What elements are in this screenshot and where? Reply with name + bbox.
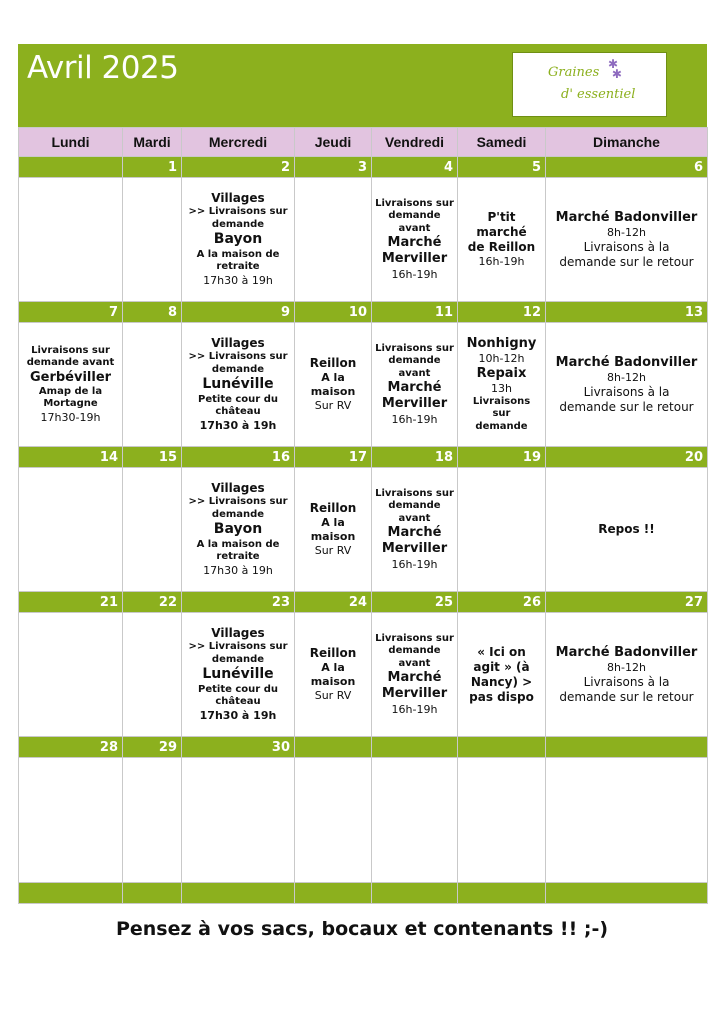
event-text: >> Livraisons sur (188, 496, 288, 508)
event-text: château (215, 406, 261, 418)
day-cell (19, 323, 123, 447)
event-text: avant (398, 222, 431, 234)
day-number: 13 (546, 302, 708, 323)
day-number (295, 737, 372, 758)
event-text: avant (398, 657, 431, 669)
week-content-row (19, 323, 708, 447)
event-text: 16h-19h (478, 255, 525, 269)
event-text: maison (310, 385, 356, 399)
event-text: 17h30 à 19h (203, 273, 273, 287)
day-cell (458, 613, 546, 737)
event-text: demande (211, 218, 265, 230)
day-number: 1 (123, 157, 182, 178)
event-text: Merviller (381, 541, 448, 557)
event-text: Nancy) > (470, 674, 533, 689)
event-text: château (215, 696, 261, 708)
event-text: Livraisons sur (31, 344, 110, 356)
day-cell (295, 613, 372, 737)
bottom-bar-cell (19, 883, 123, 904)
day-number: 3 (295, 157, 372, 178)
day-number: 24 (295, 592, 372, 613)
day-number: 9 (182, 302, 295, 323)
event-text: Marché (387, 670, 442, 686)
day-number: 27 (546, 592, 708, 613)
day-cell (372, 613, 458, 737)
day-number: 23 (182, 592, 295, 613)
day-number (19, 157, 123, 178)
bottom-bar-cell (123, 883, 182, 904)
event-text: avant (398, 367, 431, 379)
day-number: 2 (182, 157, 295, 178)
logo-line-1: Graines (548, 65, 600, 80)
day-cell (182, 323, 295, 447)
event-text: demande sur le retour (559, 399, 694, 414)
event-text: >> Livraisons sur (188, 641, 288, 653)
event-text: Nonhigny (466, 335, 537, 351)
event-text: maison (310, 530, 356, 544)
day-cell (458, 758, 546, 883)
event-text: avant (398, 512, 431, 524)
event-text: Reillon (309, 646, 357, 661)
event-text: Livraisons à la (583, 384, 670, 399)
event-text: Bayon (213, 231, 263, 248)
event-text: Mortagne (43, 398, 98, 410)
day-number: 6 (546, 157, 708, 178)
event-text: Petite cour du (198, 683, 278, 695)
day-cell (123, 468, 182, 592)
bottom-bar-cell (295, 883, 372, 904)
event-text: Livraisons sur (375, 487, 454, 499)
event-text: Marché (387, 380, 442, 396)
day-cell (295, 323, 372, 447)
day-number: 10 (295, 302, 372, 323)
day-cell (546, 468, 708, 592)
weekday-friday: Vendredi (372, 128, 458, 157)
day-cell (19, 468, 123, 592)
day-cell (19, 758, 123, 883)
bottom-bar-cell (182, 883, 295, 904)
event-text: >> Livraisons sur (188, 206, 288, 218)
event-text: Reillon (309, 356, 357, 371)
bottom-bar-cell (372, 883, 458, 904)
event-text: Lunéville (202, 666, 274, 683)
event-text: retraite (216, 551, 260, 563)
day-number: 11 (372, 302, 458, 323)
weekday-saturday: Samedi (458, 128, 546, 157)
day-cell (123, 323, 182, 447)
event-text: Villages (211, 336, 265, 351)
event-text: demande (388, 500, 441, 512)
event-text: Merviller (381, 686, 448, 702)
event-text: 16h-19h (391, 412, 438, 426)
week-content-row (19, 758, 708, 883)
flower-stars-icon: ✱ ✱ (608, 57, 622, 81)
event-text: Sur RV (314, 398, 352, 412)
day-cell (19, 178, 123, 302)
event-text: demande (211, 363, 265, 375)
event-text: agit » (à (473, 659, 530, 674)
day-number: 15 (123, 447, 182, 468)
event-text: Livraisons (472, 395, 531, 407)
event-text: Livraisons à la (583, 674, 670, 689)
event-text: « Ici on (477, 644, 526, 659)
day-number: 26 (458, 592, 546, 613)
day-number: 20 (546, 447, 708, 468)
bottom-bar-cell (458, 883, 546, 904)
weekday-sunday: Dimanche (546, 128, 708, 157)
event-text: 8h-12h (607, 660, 646, 674)
event-text: Villages (211, 626, 265, 641)
day-number: 12 (458, 302, 546, 323)
event-text: Lunéville (202, 376, 274, 393)
day-cell (295, 178, 372, 302)
event-text: 8h-12h (607, 225, 646, 239)
day-cell (546, 323, 708, 447)
event-text: pas dispo (469, 689, 534, 704)
day-number: 22 (123, 592, 182, 613)
page-header (18, 44, 707, 127)
day-cell (372, 178, 458, 302)
day-cell (182, 468, 295, 592)
event-text: de Reillon (467, 240, 536, 255)
week-date-row (19, 302, 708, 323)
event-text: 16h-19h (391, 702, 438, 716)
week-date-row (19, 737, 708, 758)
day-number (372, 737, 458, 758)
day-cell (182, 758, 295, 883)
event-text: demande avant (26, 357, 115, 368)
week-content-row (19, 613, 708, 737)
event-text: sur (492, 408, 511, 420)
day-cell (295, 468, 372, 592)
event-text: demande sur le retour (559, 254, 694, 269)
event-text: demande (388, 355, 441, 367)
day-cell (546, 613, 708, 737)
event-text: Reillon (309, 501, 357, 516)
event-text: Repaix (476, 365, 527, 381)
event-text: Gerbéviller (29, 369, 112, 385)
event-text: demande sur le retour (559, 689, 694, 704)
day-cell (182, 613, 295, 737)
weekday-tuesday: Mardi (123, 128, 182, 157)
event-text: demande (211, 653, 265, 665)
event-text: >> Livraisons sur (188, 351, 288, 363)
event-text: Sur RV (314, 543, 352, 557)
event-text: 17h30 à 19h (199, 708, 277, 722)
week-date-row (19, 157, 708, 178)
event-text: Amap de la (38, 385, 103, 397)
event-text: marché (476, 225, 527, 240)
logo-line-2: d' essentiel (561, 87, 636, 102)
day-cell (458, 468, 546, 592)
event-text: 16h-19h (391, 267, 438, 281)
day-number: 19 (458, 447, 546, 468)
event-text: 16h-19h (391, 557, 438, 571)
event-text: 8h-12h (607, 370, 646, 384)
day-number (546, 737, 708, 758)
event-text: Villages (211, 481, 265, 496)
day-cell (372, 468, 458, 592)
day-number: 14 (19, 447, 123, 468)
weekday-monday: Lundi (19, 128, 123, 157)
day-cell (372, 323, 458, 447)
event-text: Livraisons sur (375, 197, 454, 209)
event-text: Marché (387, 525, 442, 541)
day-number: 25 (372, 592, 458, 613)
calendar-body (19, 157, 708, 904)
day-number: 7 (19, 302, 123, 323)
day-number: 4 (372, 157, 458, 178)
event-text: demande (211, 508, 265, 520)
event-text: A la (321, 371, 345, 385)
day-cell (546, 758, 708, 883)
day-number: 28 (19, 737, 123, 758)
event-text: Marché Badonviller (555, 644, 698, 660)
event-text: Sur RV (314, 688, 352, 702)
event-text: Livraisons à la (583, 239, 670, 254)
day-number: 8 (123, 302, 182, 323)
footer-note: Pensez à vos sacs, bocaux et contenants !! ;-) (115, 918, 609, 940)
graines-logo (512, 52, 667, 117)
event-text: 17h30-19h (40, 410, 101, 424)
event-text: Villages (211, 191, 265, 206)
week-content-row (19, 178, 708, 302)
event-text: A la (321, 516, 345, 530)
event-text: Bayon (213, 521, 263, 538)
weekday-wednesday: Mercredi (182, 128, 295, 157)
bottom-bar-cell (546, 883, 708, 904)
calendar-bottom-bar (19, 883, 708, 904)
week-content-row (19, 468, 708, 592)
day-cell (123, 613, 182, 737)
event-text: A la maison de (196, 248, 280, 260)
day-cell (546, 178, 708, 302)
event-text: Marché Badonviller (555, 354, 698, 370)
event-text: 17h30 à 19h (199, 418, 277, 432)
day-number: 30 (182, 737, 295, 758)
event-text: A la (321, 661, 345, 675)
weekday-thursday: Jeudi (295, 128, 372, 157)
event-text: maison (310, 675, 356, 689)
day-cell (19, 613, 123, 737)
event-text: 10h-12h (478, 352, 525, 365)
day-number (458, 737, 546, 758)
event-text: Marché Badonviller (555, 209, 698, 225)
event-text: demande (388, 210, 441, 222)
event-text: demande (388, 645, 441, 657)
day-cell (295, 758, 372, 883)
day-number: 5 (458, 157, 546, 178)
event-text: Merviller (381, 251, 448, 267)
event-text: A la maison de (196, 538, 280, 550)
day-cell (458, 323, 546, 447)
event-text: Marché (387, 235, 442, 251)
day-number: 21 (19, 592, 123, 613)
day-number: 29 (123, 737, 182, 758)
event-text: Petite cour du (198, 393, 278, 405)
event-text: Livraisons sur (375, 342, 454, 354)
day-number: 17 (295, 447, 372, 468)
event-text: Merviller (381, 396, 448, 412)
week-date-row (19, 592, 708, 613)
calendar-table (18, 127, 708, 904)
week-date-row (19, 447, 708, 468)
day-cell (123, 178, 182, 302)
event-text: demande (475, 420, 528, 432)
event-text: 13h (491, 382, 512, 395)
day-cell (372, 758, 458, 883)
event-text: 17h30 à 19h (203, 563, 273, 577)
day-cell (182, 178, 295, 302)
event-text: Livraisons sur (375, 632, 454, 644)
day-number: 18 (372, 447, 458, 468)
day-cell (458, 178, 546, 302)
day-number: 16 (182, 447, 295, 468)
event-text: P'tit (487, 210, 516, 225)
event-text: retraite (216, 261, 260, 273)
page-title: Avril 2025 (27, 50, 179, 86)
day-cell (123, 758, 182, 883)
event-text: Repos !! (598, 522, 655, 536)
weekday-header-row (19, 128, 708, 157)
